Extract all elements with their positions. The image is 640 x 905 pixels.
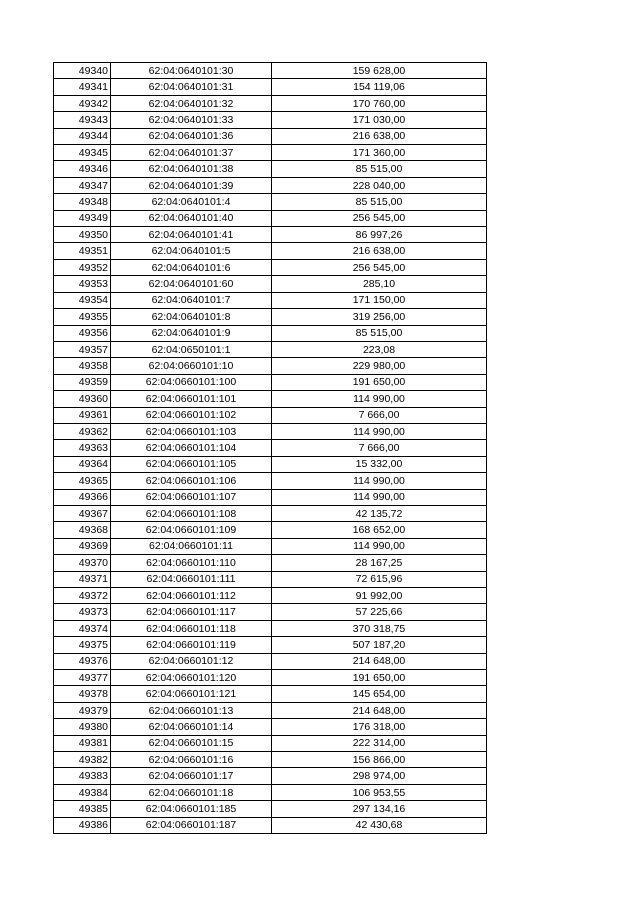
value-cell: 159 628,00: [272, 63, 487, 79]
value-cell: 298 974,00: [272, 768, 487, 784]
value-cell: 57 225,66: [272, 604, 487, 620]
row-number-cell: 49353: [54, 276, 111, 292]
row-number-cell: 49344: [54, 128, 111, 144]
value-cell: 28 167,25: [272, 555, 487, 571]
row-number-cell: 49374: [54, 620, 111, 636]
row-number-cell: 49354: [54, 292, 111, 308]
table-row: [54, 752, 487, 768]
row-number-cell: 49350: [54, 227, 111, 243]
value-cell: 285,10: [272, 276, 487, 292]
row-number-cell: 49366: [54, 489, 111, 505]
cadastral-number-cell: 62:04:0660101:102: [111, 407, 272, 423]
table-row: [54, 489, 487, 505]
table-row: [54, 194, 487, 210]
cadastral-number-cell: 62:04:0660101:11: [111, 538, 272, 554]
table-row: [54, 473, 487, 489]
value-cell: 171 150,00: [272, 292, 487, 308]
row-number-cell: 49382: [54, 752, 111, 768]
cadastral-number-cell: 62:04:0660101:12: [111, 653, 272, 669]
table-row: [54, 227, 487, 243]
table-row: [54, 801, 487, 817]
cadastral-number-cell: 62:04:0660101:101: [111, 391, 272, 407]
cadastral-number-cell: 62:04:0660101:104: [111, 440, 272, 456]
cadastral-number-cell: 62:04:0640101:32: [111, 95, 272, 111]
row-number-cell: 49376: [54, 653, 111, 669]
cadastral-number-cell: 62:04:0660101:16: [111, 752, 272, 768]
value-cell: 106 953,55: [272, 784, 487, 800]
table-row: [54, 341, 487, 357]
table-row: [54, 735, 487, 751]
value-cell: 72 615,96: [272, 571, 487, 587]
row-number-cell: 49352: [54, 259, 111, 275]
table-row: [54, 604, 487, 620]
value-cell: 216 638,00: [272, 128, 487, 144]
row-number-cell: 49360: [54, 391, 111, 407]
value-cell: 256 545,00: [272, 259, 487, 275]
value-cell: 229 980,00: [272, 358, 487, 374]
cadastral-number-cell: 62:04:0660101:185: [111, 801, 272, 817]
value-cell: 114 990,00: [272, 538, 487, 554]
row-number-cell: 49384: [54, 784, 111, 800]
table-row: [54, 325, 487, 341]
cadastral-number-cell: 62:04:0640101:36: [111, 128, 272, 144]
cadastral-number-cell: 62:04:0660101:110: [111, 555, 272, 571]
row-number-cell: 49370: [54, 555, 111, 571]
row-number-cell: 49363: [54, 440, 111, 456]
row-number-cell: 49375: [54, 637, 111, 653]
table-row: [54, 784, 487, 800]
row-number-cell: 49347: [54, 177, 111, 193]
cadastral-number-cell: 62:04:0660101:103: [111, 423, 272, 439]
row-number-cell: 49362: [54, 423, 111, 439]
table-row: [54, 161, 487, 177]
row-number-cell: 49346: [54, 161, 111, 177]
table-row: [54, 456, 487, 472]
row-number-cell: 49365: [54, 473, 111, 489]
value-cell: 319 256,00: [272, 309, 487, 325]
value-cell: 91 992,00: [272, 588, 487, 604]
row-number-cell: 49383: [54, 768, 111, 784]
value-cell: 114 990,00: [272, 423, 487, 439]
table-row: [54, 243, 487, 259]
value-cell: 222 314,00: [272, 735, 487, 751]
value-cell: 7 666,00: [272, 407, 487, 423]
cadastral-number-cell: 62:04:0640101:60: [111, 276, 272, 292]
table-row: [54, 112, 487, 128]
table-row: [54, 440, 487, 456]
value-cell: 191 650,00: [272, 374, 487, 390]
row-number-cell: 49377: [54, 670, 111, 686]
cadastral-number-cell: 62:04:0640101:4: [111, 194, 272, 210]
cadastral-number-cell: 62:04:0640101:30: [111, 63, 272, 79]
cadastral-number-cell: 62:04:0660101:118: [111, 620, 272, 636]
data-table: [53, 62, 487, 834]
table-row: [54, 292, 487, 308]
table-row: [54, 374, 487, 390]
table-row: [54, 620, 487, 636]
value-cell: 170 760,00: [272, 95, 487, 111]
row-number-cell: 49367: [54, 505, 111, 521]
value-cell: 507 187,20: [272, 637, 487, 653]
value-cell: 85 515,00: [272, 325, 487, 341]
row-number-cell: 49351: [54, 243, 111, 259]
table-row: [54, 505, 487, 521]
cadastral-number-cell: 62:04:0660101:100: [111, 374, 272, 390]
row-number-cell: 49355: [54, 309, 111, 325]
cadastral-number-cell: 62:04:0660101:106: [111, 473, 272, 489]
row-number-cell: 49373: [54, 604, 111, 620]
value-cell: 214 648,00: [272, 702, 487, 718]
table-row: [54, 210, 487, 226]
table-row: [54, 653, 487, 669]
row-number-cell: 49343: [54, 112, 111, 128]
table-row: [54, 95, 487, 111]
row-number-cell: 49371: [54, 571, 111, 587]
row-number-cell: 49364: [54, 456, 111, 472]
value-cell: 145 654,00: [272, 686, 487, 702]
table-row: [54, 63, 487, 79]
row-number-cell: 49341: [54, 79, 111, 95]
value-cell: 114 990,00: [272, 473, 487, 489]
cadastral-number-cell: 62:04:0640101:39: [111, 177, 272, 193]
cadastral-number-cell: 62:04:0660101:119: [111, 637, 272, 653]
cadastral-number-cell: 62:04:0660101:10: [111, 358, 272, 374]
value-cell: 168 652,00: [272, 522, 487, 538]
value-cell: 191 650,00: [272, 670, 487, 686]
cadastral-number-cell: 62:04:0660101:13: [111, 702, 272, 718]
table-row: [54, 79, 487, 95]
row-number-cell: 49378: [54, 686, 111, 702]
cadastral-number-cell: 62:04:0660101:111: [111, 571, 272, 587]
table-row: [54, 145, 487, 161]
row-number-cell: 49342: [54, 95, 111, 111]
cadastral-number-cell: 62:04:0640101:41: [111, 227, 272, 243]
value-cell: 171 360,00: [272, 145, 487, 161]
cadastral-number-cell: 62:04:0660101:121: [111, 686, 272, 702]
cadastral-number-cell: 62:04:0660101:107: [111, 489, 272, 505]
cadastral-number-cell: 62:04:0660101:17: [111, 768, 272, 784]
value-cell: 228 040,00: [272, 177, 487, 193]
row-number-cell: 49380: [54, 719, 111, 735]
value-cell: 85 515,00: [272, 161, 487, 177]
cadastral-number-cell: 62:04:0640101:9: [111, 325, 272, 341]
cadastral-number-cell: 62:04:0660101:18: [111, 784, 272, 800]
value-cell: 216 638,00: [272, 243, 487, 259]
value-cell: 223,08: [272, 341, 487, 357]
row-number-cell: 49358: [54, 358, 111, 374]
table-row: [54, 391, 487, 407]
row-number-cell: 49357: [54, 341, 111, 357]
value-cell: 15 332,00: [272, 456, 487, 472]
row-number-cell: 49372: [54, 588, 111, 604]
row-number-cell: 49386: [54, 817, 111, 833]
table-row: [54, 276, 487, 292]
cadastral-number-cell: 62:04:0640101:33: [111, 112, 272, 128]
table-row: [54, 177, 487, 193]
table-row: [54, 538, 487, 554]
cadastral-number-cell: 62:04:0640101:8: [111, 309, 272, 325]
table-row: [54, 702, 487, 718]
cadastral-number-cell: 62:04:0660101:105: [111, 456, 272, 472]
row-number-cell: 49356: [54, 325, 111, 341]
table-row: [54, 423, 487, 439]
value-cell: 85 515,00: [272, 194, 487, 210]
value-cell: 171 030,00: [272, 112, 487, 128]
row-number-cell: 49345: [54, 145, 111, 161]
value-cell: 114 990,00: [272, 391, 487, 407]
table-row: [54, 588, 487, 604]
cadastral-number-cell: 62:04:0640101:7: [111, 292, 272, 308]
cadastral-number-cell: 62:04:0660101:112: [111, 588, 272, 604]
value-cell: 42 430,68: [272, 817, 487, 833]
value-cell: 176 318,00: [272, 719, 487, 735]
table-row: [54, 768, 487, 784]
row-number-cell: 49359: [54, 374, 111, 390]
table-body: [54, 63, 487, 834]
cadastral-number-cell: 62:04:0660101:187: [111, 817, 272, 833]
cadastral-number-cell: 62:04:0640101:5: [111, 243, 272, 259]
table-row: [54, 719, 487, 735]
value-cell: 297 134,16: [272, 801, 487, 817]
cadastral-number-cell: 62:04:0640101:37: [111, 145, 272, 161]
table-row: [54, 555, 487, 571]
value-cell: 214 648,00: [272, 653, 487, 669]
row-number-cell: 49340: [54, 63, 111, 79]
row-number-cell: 49368: [54, 522, 111, 538]
cadastral-number-cell: 62:04:0640101:6: [111, 259, 272, 275]
table-row: [54, 309, 487, 325]
value-cell: 256 545,00: [272, 210, 487, 226]
cadastral-number-cell: 62:04:0660101:15: [111, 735, 272, 751]
value-cell: 154 119,06: [272, 79, 487, 95]
row-number-cell: 49369: [54, 538, 111, 554]
cadastral-number-cell: 62:04:0640101:38: [111, 161, 272, 177]
row-number-cell: 49361: [54, 407, 111, 423]
value-cell: 156 866,00: [272, 752, 487, 768]
table-row: [54, 259, 487, 275]
row-number-cell: 49348: [54, 194, 111, 210]
row-number-cell: 49379: [54, 702, 111, 718]
table-row: [54, 686, 487, 702]
cadastral-number-cell: 62:04:0660101:109: [111, 522, 272, 538]
cadastral-number-cell: 62:04:0640101:31: [111, 79, 272, 95]
cadastral-number-cell: 62:04:0660101:14: [111, 719, 272, 735]
cadastral-number-cell: 62:04:0650101:1: [111, 341, 272, 357]
value-cell: 114 990,00: [272, 489, 487, 505]
table-row: [54, 637, 487, 653]
table-row: [54, 358, 487, 374]
cadastral-number-cell: 62:04:0660101:120: [111, 670, 272, 686]
value-cell: 42 135,72: [272, 505, 487, 521]
value-cell: 7 666,00: [272, 440, 487, 456]
table-row: [54, 571, 487, 587]
cadastral-number-cell: 62:04:0660101:117: [111, 604, 272, 620]
row-number-cell: 49349: [54, 210, 111, 226]
table-row: [54, 522, 487, 538]
cadastral-number-cell: 62:04:0640101:40: [111, 210, 272, 226]
table-row: [54, 407, 487, 423]
table-row: [54, 817, 487, 833]
table-row: [54, 670, 487, 686]
value-cell: 370 318,75: [272, 620, 487, 636]
row-number-cell: 49381: [54, 735, 111, 751]
cadastral-number-cell: 62:04:0660101:108: [111, 505, 272, 521]
value-cell: 86 997,26: [272, 227, 487, 243]
row-number-cell: 49385: [54, 801, 111, 817]
table-row: [54, 128, 487, 144]
